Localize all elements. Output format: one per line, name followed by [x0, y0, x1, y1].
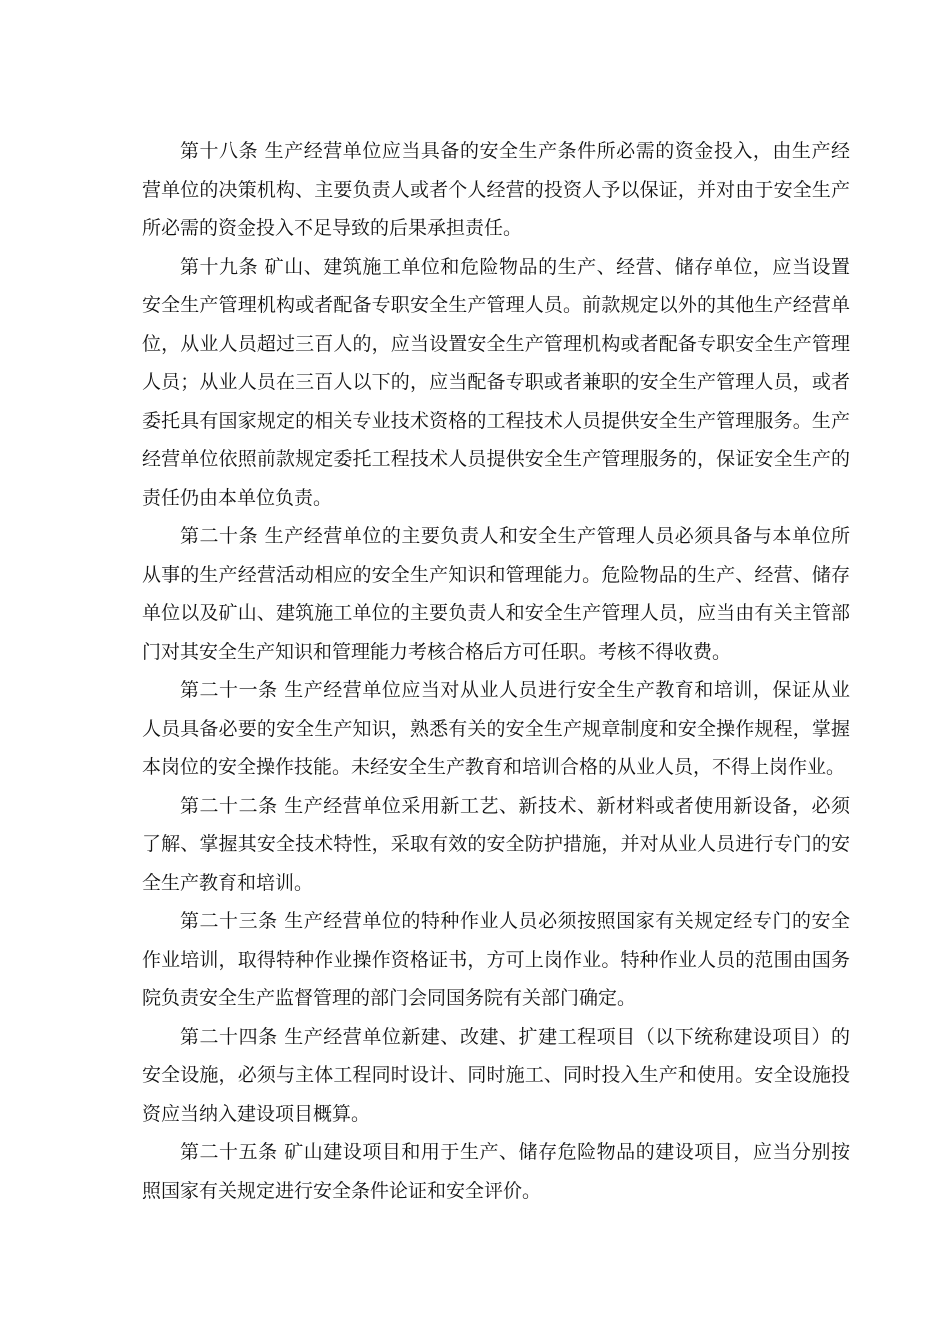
article-19: 第十九条 矿山、建筑施工单位和危险物品的生产、经营、储存单位，应当设置安全生产管理机构或者配备专职安全生产管理人员。前款规定以外的其他生产经营单位，从业人员超过三百人的，应当设置安全生产管理机构或者配备专职安全生产管理人员；从业人员在三百人以下的，应当配备专职或者兼职的安全生产管理人员，或者委托具有国家规定的相关专业技术资格的工程技术人员提供安全生产管理服务。生产经营单位依照前款规定委托工程技术人员提供安全生产管理服务的，保证安全生产的责任仍由本单位负责。 [142, 255, 850, 509]
article-20: 第二十条 生产经营单位的主要负责人和安全生产管理人员必须具备与本单位所从事的生产经营活动相应的安全生产知识和管理能力。危险物品的生产、经营、储存单位以及矿山、建筑施工单位的主要负责人和安全生产管理人员，应当由有关主管部门对其安全生产知识和管理能力考核合格后方可任职。考核不得收费。 [142, 525, 850, 663]
article-22: 第二十二条 生产经营单位采用新工艺、新技术、新材料或者使用新设备，必须了解、掌握其安全技术特性，采取有效的安全防护措施，并对从业人员进行专门的安全生产教育和培训。 [142, 794, 850, 894]
article-24: 第二十四条 生产经营单位新建、改建、扩建工程项目（以下统称建设项目）的安全设施，必须与主体工程同时设计、同时施工、同时投入生产和使用。安全设施投资应当纳入建设项目概算。 [142, 1025, 850, 1125]
article-21: 第二十一条 生产经营单位应当对从业人员进行安全生产教育和培训，保证从业人员具备必要的安全生产知识，熟悉有关的安全生产规章制度和安全操作规程，掌握本岗位的安全操作技能。未经安全生产教育和培训合格的从业人员，不得上岗作业。 [142, 679, 850, 778]
article-18: 第十八条 生产经营单位应当具备的安全生产条件所必需的资金投入，由生产经营单位的决策机构、主要负责人或者个人经营的投资人予以保证，并对由于安全生产所必需的资金投入不足导致的后果承担责任。 [142, 140, 850, 239]
article-23: 第二十三条 生产经营单位的特种作业人员必须按照国家有关规定经专门的安全作业培训，取得特种作业操作资格证书，方可上岗作业。特种作业人员的范围由国务院负责安全生产监督管理的部门会同国务院有关部门确定。 [142, 910, 850, 1009]
article-25: 第二十五条 矿山建设项目和用于生产、储存危险物品的建设项目，应当分别按照国家有关规定进行安全条件论证和安全评价。 [142, 1141, 850, 1202]
document-page [142, 132, 850, 1210]
